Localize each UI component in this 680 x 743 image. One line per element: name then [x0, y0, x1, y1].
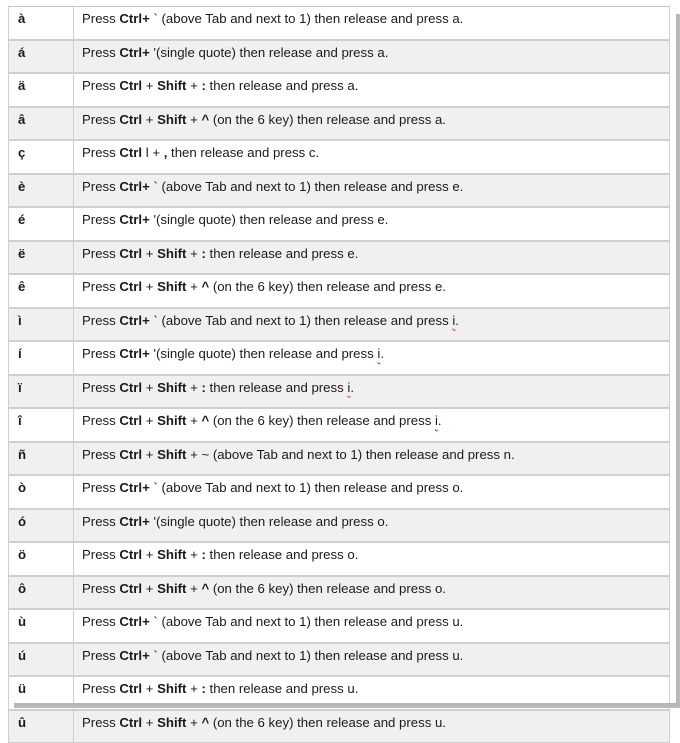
key-name: Shift [157, 78, 187, 93]
instruction-text: + [186, 547, 202, 562]
accent-character-cell: ï [9, 375, 74, 409]
instruction-text: Press [82, 580, 120, 596]
key-name: : [201, 379, 206, 395]
instruction-text: then release and press c. [167, 145, 320, 160]
instruction-text: '(single quote) then release and press o. [149, 513, 389, 529]
accent-character-cell: ú [9, 643, 74, 677]
shortcut-description-cell [74, 40, 670, 74]
key-name: Ctrl [119, 681, 143, 696]
instruction-text: + [142, 245, 158, 261]
accent-character-cell: ô [9, 576, 74, 610]
key-name: ^ [201, 279, 210, 294]
key-name: Ctrl+ [119, 346, 150, 361]
table-body [9, 7, 670, 743]
key-name: Ctrl [119, 714, 143, 730]
instruction-text: ` (above Tab and next to 1) then release and press o. [149, 480, 464, 495]
instruction-text: Press [82, 379, 120, 395]
spellcheck-flagged-word: i [377, 346, 381, 361]
shortcut-description-cell [74, 174, 670, 208]
instruction-text: ` (above Tab and next to 1) then release and press u. [149, 647, 464, 663]
shortcut-description-cell [74, 609, 670, 643]
instruction-text: + [142, 714, 158, 730]
instruction-text: Press [82, 312, 120, 328]
accent-character-cell: í [9, 341, 74, 375]
instruction-text: + [142, 413, 158, 428]
instruction-text: + [186, 245, 202, 261]
key-name: : [201, 547, 206, 562]
key-name: Ctrl [119, 245, 143, 261]
accent-character-cell: à [9, 7, 74, 40]
accent-character-cell: ì [9, 308, 74, 342]
shortcut-description-cell [74, 576, 670, 610]
instruction-text: then release and press a. [205, 78, 359, 93]
instruction-text: '(single quote) then release and press a. [149, 44, 389, 60]
shortcut-description-cell [74, 509, 670, 543]
accent-character-cell: ñ [9, 442, 74, 476]
instruction-text: + [142, 547, 158, 562]
instruction-text: Press [82, 145, 120, 160]
spellcheck-flagged-word: i [434, 413, 438, 428]
instruction-text: Press [82, 614, 120, 629]
instruction-text: Press [82, 547, 120, 562]
table-row [9, 710, 670, 743]
instruction-text: + [142, 446, 158, 462]
table-row [9, 442, 670, 476]
key-name: Ctrl+ [119, 480, 150, 495]
shortcut-description-cell [74, 308, 670, 342]
instruction-text: + [142, 78, 158, 93]
instruction-text: Press [82, 11, 120, 26]
instruction-text: then release and press o. [205, 547, 359, 562]
key-name: Ctrl [119, 580, 143, 596]
shortcut-description-cell [74, 542, 670, 576]
instruction-text: (on the 6 key) then release and press u. [209, 714, 446, 730]
key-name: Ctrl+ [119, 44, 150, 60]
key-name: Shift [157, 446, 187, 462]
key-name: Ctrl+ [119, 647, 150, 663]
instruction-text: + [186, 413, 202, 428]
key-name: Shift [157, 413, 187, 428]
instruction-text: Press [82, 480, 120, 495]
instruction-text: Press [82, 513, 120, 529]
instruction-text: + [142, 279, 158, 294]
key-name: ^ [201, 580, 210, 596]
key-name: : [201, 78, 206, 93]
accent-character-cell: ë [9, 241, 74, 275]
accent-character-cell: é [9, 207, 74, 241]
shortcut-description-cell [74, 710, 670, 743]
instruction-text: . [455, 312, 459, 328]
shortcut-description-cell [74, 241, 670, 275]
key-name: Shift [157, 681, 187, 696]
instruction-text: then release and press [205, 379, 348, 395]
key-name: Ctrl+ [119, 312, 150, 328]
key-name: Ctrl [119, 145, 143, 160]
spellcheck-flagged-word: i [452, 312, 456, 328]
instruction-text: Press [82, 44, 120, 60]
instruction-text: then release and press u. [205, 681, 359, 696]
key-name: ^ [201, 714, 210, 730]
shortcut-description-cell [74, 442, 670, 476]
key-name: Ctrl [119, 279, 143, 294]
instruction-text: + [186, 580, 202, 596]
key-name: Ctrl [119, 379, 143, 395]
instruction-text: Press [82, 78, 120, 93]
key-name: Ctrl+ [119, 513, 150, 529]
instruction-text: Press [82, 714, 120, 730]
instruction-text: + [186, 111, 202, 127]
key-name: Shift [157, 714, 187, 730]
shortcut-description-cell [74, 207, 670, 241]
instruction-text: . [380, 346, 384, 361]
accent-character-cell: á [9, 40, 74, 74]
key-name: Shift [157, 379, 187, 395]
instruction-text: + [142, 379, 158, 395]
key-name: Shift [157, 580, 187, 596]
instruction-text: + [186, 279, 202, 294]
shortcut-description-cell [74, 7, 670, 40]
table-row [9, 475, 670, 509]
instruction-text: Press [82, 346, 120, 361]
instruction-text: Press [82, 413, 120, 428]
shortcut-description-cell [74, 274, 670, 308]
table-row [9, 241, 670, 275]
spellcheck-flagged-word: i [347, 379, 351, 395]
instruction-text: Press [82, 111, 120, 127]
table-row [9, 643, 670, 677]
instruction-text: (on the 6 key) then release and press a. [209, 111, 446, 127]
key-name: ^ [201, 111, 210, 127]
key-name: : [201, 681, 206, 696]
table-row [9, 274, 670, 308]
key-name: Ctrl [119, 446, 143, 462]
accent-character-cell: ä [9, 73, 74, 107]
key-name: Shift [157, 279, 187, 294]
instruction-text: + [186, 379, 202, 395]
key-name: Ctrl+ [119, 614, 150, 629]
accent-character-cell: ü [9, 676, 74, 710]
instruction-text: Press [82, 178, 120, 194]
key-name: Ctrl+ [119, 212, 150, 227]
accent-character-cell: ö [9, 542, 74, 576]
instruction-text: + [142, 580, 158, 596]
instruction-text: (on the 6 key) then release and press o. [209, 580, 446, 596]
instruction-text: Press [82, 279, 120, 294]
accent-character-cell: ò [9, 475, 74, 509]
accent-character-cell: î [9, 408, 74, 442]
instruction-text: Press [82, 212, 120, 227]
page-shadow-right [676, 14, 680, 708]
accent-character-cell: ó [9, 509, 74, 543]
shortcut-description-cell [74, 140, 670, 174]
accent-character-cell: â [9, 107, 74, 141]
table-row [9, 408, 670, 442]
instruction-text: (on the 6 key) then release and press e. [209, 279, 446, 294]
key-name: Ctrl [119, 78, 143, 93]
table-row [9, 7, 670, 40]
instruction-text: + ~ (above Tab and next to 1) then release and press n. [186, 446, 515, 462]
instruction-text: Press [82, 245, 120, 261]
instruction-text: ` (above Tab and next to 1) then release and press e. [149, 178, 464, 194]
instruction-text: '(single quote) then release and press [149, 346, 378, 361]
instruction-text: + [186, 714, 202, 730]
instruction-text: . [350, 379, 354, 395]
shortcut-description-cell [74, 408, 670, 442]
instruction-text: l + [142, 145, 164, 160]
instruction-text: Press [82, 446, 120, 462]
key-name: : [201, 245, 206, 261]
instruction-text: then release and press e. [205, 245, 359, 261]
accent-character-cell: û [9, 710, 74, 743]
instruction-text: '(single quote) then release and press e. [149, 212, 389, 227]
key-name: , [163, 145, 168, 160]
shortcut-description-cell [74, 73, 670, 107]
instruction-text: ` (above Tab and next to 1) then release and press a. [149, 11, 464, 26]
key-name: ^ [201, 413, 210, 428]
shortcut-description-cell [74, 341, 670, 375]
table-row [9, 40, 670, 74]
key-name: Ctrl [119, 111, 143, 127]
instruction-text: ` (above Tab and next to 1) then release and press u. [149, 614, 464, 629]
table-row [9, 140, 670, 174]
shortcut-description-cell [74, 643, 670, 677]
table-row [9, 542, 670, 576]
table-row [9, 609, 670, 643]
key-name: Ctrl+ [119, 11, 150, 26]
key-name: Ctrl [119, 547, 143, 562]
accent-character-cell: ù [9, 609, 74, 643]
table-row [9, 576, 670, 610]
key-name: Shift [157, 547, 187, 562]
shortcut-description-cell [74, 475, 670, 509]
table-row [9, 174, 670, 208]
instruction-text: Press [82, 647, 120, 663]
key-name: Shift [157, 245, 187, 261]
table-row [9, 107, 670, 141]
table-row [9, 308, 670, 342]
key-name: Ctrl+ [119, 178, 150, 194]
accent-shortcuts-table [8, 6, 670, 743]
accent-character-cell: ç [9, 140, 74, 174]
page-shadow-bottom [14, 703, 680, 708]
instruction-text: Press [82, 681, 120, 696]
instruction-text: + [186, 681, 202, 696]
table-row [9, 509, 670, 543]
shortcut-description-cell [74, 107, 670, 141]
accent-character-cell: ê [9, 274, 74, 308]
table-row [9, 73, 670, 107]
instruction-text: + [186, 78, 202, 93]
instruction-text: + [142, 681, 158, 696]
shortcut-description-cell [74, 375, 670, 409]
accent-character-cell: è [9, 174, 74, 208]
table-row [9, 341, 670, 375]
instruction-text: (on the 6 key) then release and press [209, 413, 435, 428]
instruction-text: ` (above Tab and next to 1) then release and press [149, 312, 453, 328]
instruction-text: . [437, 413, 442, 428]
key-name: Shift [157, 111, 187, 127]
table-row [9, 207, 670, 241]
key-name: Ctrl [119, 413, 143, 428]
instruction-text: + [142, 111, 158, 127]
table-row [9, 375, 670, 409]
